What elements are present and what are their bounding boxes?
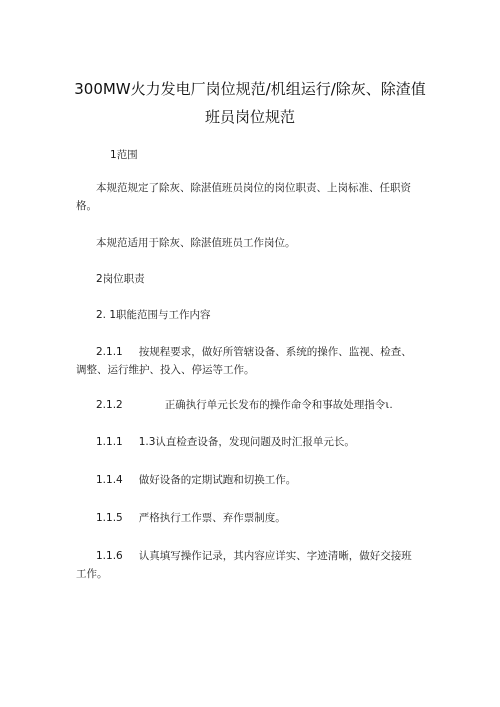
section-1-heading [110, 147, 138, 164]
item-2-1-1-line-2: 调整、运行维护、投入、停运等工作。 [76, 364, 255, 376]
item-1-1-1 [96, 434, 355, 451]
item-number: 1.1.5 [96, 512, 123, 524]
document-title-line-2: 班员岗位规范 [204, 108, 295, 126]
item-text: 正确执行单元长发布的操作命令和事故处理指令ι. [164, 399, 393, 411]
item-1-1-5 [96, 510, 286, 527]
item-text: 做好设备的定期试跑和切换工作。 [138, 474, 297, 486]
item-1-1-6 [96, 548, 412, 565]
item-text-line-1: 按规程要求，做好所管辖设备、系统的操作、监视、检查、 [138, 346, 412, 358]
section-title: 范围 [116, 149, 138, 161]
item-number: 2.1.1 [96, 346, 123, 358]
item-1-1-6-line-2: 工作。 [76, 568, 108, 580]
item-2-1-1 [96, 344, 412, 361]
paragraph-scope-line-2: 格。 [76, 200, 97, 212]
item-text: 严格执行工作票、弃作票制度。 [138, 512, 286, 524]
section-2-1-heading [96, 307, 211, 324]
item-text-line-1: 认真填写操作记录，其内容应详实、字迹清晰，做好交接班 [138, 550, 412, 562]
section-number: 2 [96, 273, 103, 285]
item-text: 认直检查设备，发现问题及时汇报单元长。 [155, 436, 355, 448]
document-title-line-1: 300MW火力发电厂岗位规范/机组运行/除灰、除渣值 [74, 80, 426, 98]
section-number: 1 [110, 149, 117, 161]
item-2-1-2 [96, 397, 393, 414]
item-1-1-4 [96, 472, 296, 489]
item-number: 1.1.1 [96, 436, 123, 448]
item-number: 1.1.4 [96, 474, 123, 486]
section-2-heading [96, 271, 145, 288]
paragraph-scope-line-1: 本规范规定了除灰、除湛值班员岗位的岗位职责、上岗标准、任职资 [96, 182, 411, 194]
item-prefix: 1.3 [138, 436, 156, 448]
paragraph-applicability: 本规范适用于除灰、除湛值班员工作岗位。 [96, 237, 296, 249]
item-number: 1.1.6 [96, 550, 123, 562]
section-title: 岗位职责 [102, 273, 145, 285]
section-number: 2. 1 [96, 309, 117, 321]
section-title: 职能范围与工作内容 [116, 309, 211, 321]
item-number: 2.1.2 [96, 399, 123, 411]
